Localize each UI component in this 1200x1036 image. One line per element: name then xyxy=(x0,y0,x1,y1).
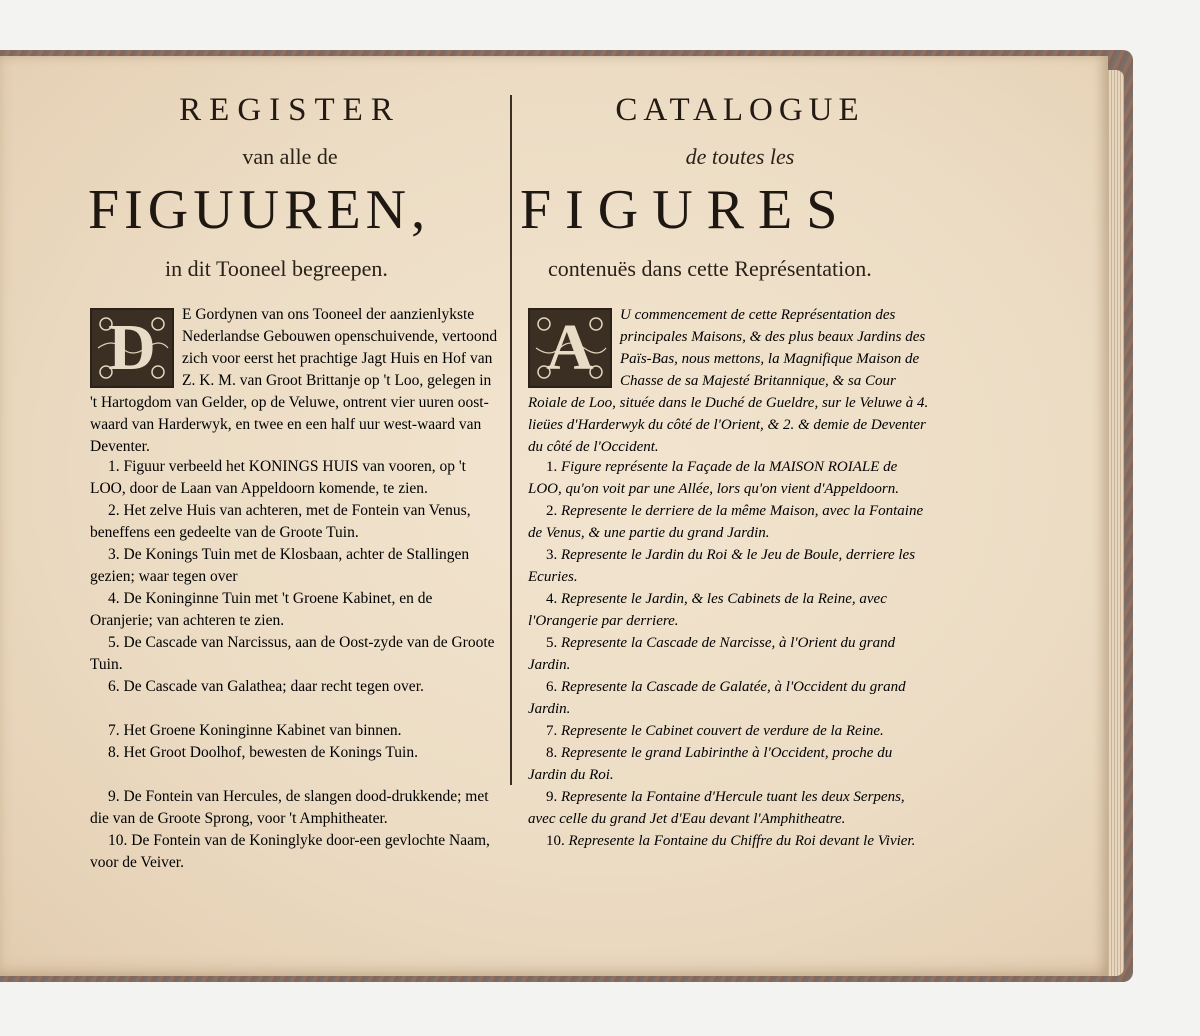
right-intro xyxy=(528,304,934,458)
list-item: 8. Represente le grand Labirinthe à l'Occident, proche du Jardin du Roi. xyxy=(528,745,893,783)
list-item: 1. Figure représente la Façade de la MAISON ROIALE de LOO, qu'on voit par une Allée, lors qu'on vient d'Appeldoorn. xyxy=(528,459,899,497)
left-subheading: van alle de xyxy=(242,144,338,169)
list-item: 7. Represente le Cabinet couvert de verdure de la Reine. xyxy=(546,723,884,739)
list-item: 7. Het Groene Koninginne Kabinet van binnen. xyxy=(108,722,402,739)
list-item: 8. Het Groot Doolhof, bewesten de Konings Tuin. xyxy=(108,744,418,761)
column-divider xyxy=(510,95,512,785)
right-subheading: de toutes les xyxy=(685,144,795,169)
right-title: FIGURES xyxy=(520,179,852,241)
list-item: 2. Het zelve Huis van achteren, met de Fontein van Venus, beneffens een gedeelte van de Groote Tuin. xyxy=(90,502,471,541)
right-figure-list xyxy=(528,456,934,852)
list-item: 4. Represente le Jardin, & les Cabinets de la Reine, avec l'Orangerie par derriere. xyxy=(528,591,887,629)
left-title: FIGUUREN, xyxy=(88,179,431,241)
right-tagline: contenuës dans cette Représentation. xyxy=(548,256,872,281)
list-item: 9. Represente la Fontaine d'Hercule tuant les deux Serpens, avec celle du grand Jet d'Eau devant l'Amphitheatre. xyxy=(528,789,905,827)
list-item: 5. Represente la Cascade de Narcisse, à l'Orient du grand Jardin. xyxy=(528,635,896,673)
list-item: 4. De Koninginne Tuin met 't Groene Kabinet, en de Oranjerie; van achteren te zien. xyxy=(90,590,433,629)
list-item: 10. De Fontein van de Koninglyke door-een gevlochte Naam, voor de Veiver. xyxy=(90,832,490,871)
list-gap xyxy=(90,698,498,720)
left-intro xyxy=(90,304,498,458)
dropcap-d-ornament xyxy=(90,308,174,388)
list-item: 6. De Cascade van Galathea; daar recht tegen over. xyxy=(108,678,424,695)
right-intro-text: U commencement de cette Représentation des principales Maisons, & des plus beaux Jardins des Païs-Bas, nous mettons, la Magnifique Maison de Chasse de sa Majesté Britannique, & sa Cour Roiale de Loo, située dans le Duché de Gueldre, sur le Veluwe à 4. lieües d'Harderwyk du côté de l'Orient, & 2. & demie de Deventer du côté de l'Occident. xyxy=(528,307,929,455)
list-item: 6. Represente la Cascade de Galatée, à l'Occident du grand Jardin. xyxy=(528,679,906,717)
list-gap xyxy=(90,764,498,786)
list-item: 3. Represente le Jardin du Roi & le Jeu de Boule, derriere les Ecuries. xyxy=(528,547,916,585)
left-intro-text: E Gordynen van ons Tooneel der aanzienlykste Nederlandse Gebouwen openschuivende, vertoond zich voor eerst het prachtige Jagt Huis en Hof van Z. K. M. van Groot Brittanje op 't Loo, gelegen in 't Hartogdom van Gelder, op de Veluwe, ontrent vier uuren oost-waard van Harderwyk, en twee en een half uur west-waard van Deventer. xyxy=(90,306,498,455)
list-item: 9. De Fontein van Hercules, de slangen dood-drukkende; met die van de Groote Sprong, voor 't Amphitheater. xyxy=(90,788,489,827)
dropcap-letter: D xyxy=(108,311,156,384)
dropcap-letter: A xyxy=(546,311,594,384)
right-heading: CATALOGUE xyxy=(615,92,865,128)
list-item: 2. Represente le derriere de la même Maison, avec la Fontaine de Venus, & une partie du grand Jardin. xyxy=(528,503,924,541)
list-item: 10. Represente la Fontaine du Chiffre du Roi devant le Vivier. xyxy=(546,833,916,849)
left-tagline: in dit Tooneel begreepen. xyxy=(165,256,388,281)
list-item: 3. De Konings Tuin met de Klosbaan, achter de Stallingen gezien; waar tegen over xyxy=(90,546,470,585)
left-heading: REGISTER xyxy=(179,92,401,128)
left-figure-list xyxy=(90,456,498,874)
list-item: 1. Figuur verbeeld het KONINGS HUIS van vooren, op 't LOO, door de Laan van Appeldoorn komende, te zien. xyxy=(90,458,466,497)
list-item: 5. De Cascade van Narcissus, aan de Oost-zyde van de Groote Tuin. xyxy=(90,634,495,673)
dropcap-a-ornament xyxy=(528,308,612,388)
